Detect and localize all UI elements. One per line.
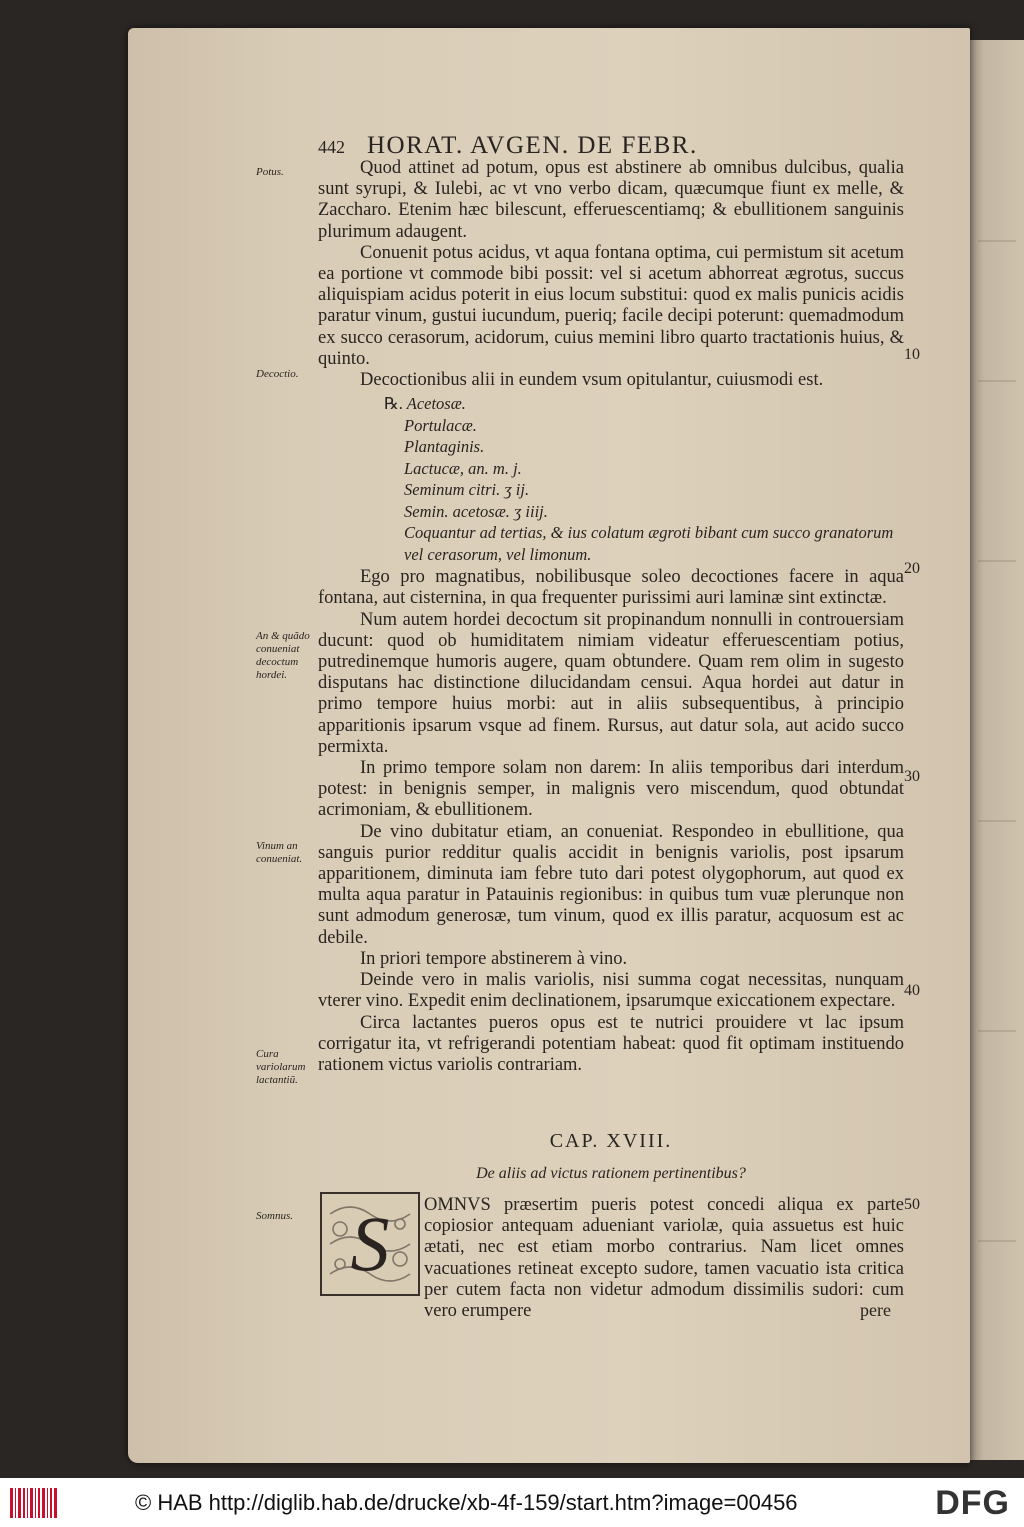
page-number: 442 xyxy=(318,137,345,157)
margin-note-vinum: Vinum an conueniat. xyxy=(256,840,303,865)
body-text xyxy=(318,158,904,1076)
chapter-text xyxy=(424,1195,904,1322)
recipe-line: Coquantur ad tertias, & ius colatum ægroti bibant cum succo granatorum vel cerasorum, vel limonum. xyxy=(404,523,894,564)
line-number-30: 30 xyxy=(904,768,920,785)
paragraph: Conuenit potus acidus, vt aqua fontana optima, cui permistum sit acetum ea portione vt commode bibi possit: vel si acetum abhorreat ægrotus, succus aliquispiam acidus poterit in eius locum substitui: quod ex malis punicis acidis paratur vinum, gustui iucundum, pueriq; facile decipi poterunt: quemadmodum ex succo cerasorum, acidorum, cuius memini libro quarto tractationis huius, & quinto. xyxy=(318,242,904,369)
recipe-symbol: ℞. xyxy=(384,394,403,414)
paragraph: Ego pro magnatibus, nobilibusque soleo decoctiones facere in aqua fontana, aut cisternina, in qua frequenter purissimi auri laminæ sint extinctæ. xyxy=(318,567,904,609)
chapter-subtitle: De aliis ad victus rationem pertinentibus? xyxy=(476,1165,746,1182)
paragraph: Circa lactantes pueros opus est te nutrici prouidere vt lac ipsum corrigatur ita, vt refrigerandi potentiam habeat: quod fit optimam instituendo rationem victus variolis contrariam. xyxy=(318,1012,904,1075)
line-number-20: 20 xyxy=(904,560,920,577)
paragraph: Num autem hordei decoctum sit propinandum nonnulli in controuersiam ducunt: quod ob humiditatem nimiam videatur efferuescentiam potius, putredinemque humoris augere, quam obtundere. Quam rem olim in sugesto disputans hac distinctione dilucidandam censui. Aqua hordei aut datur in primo tempore huius morbi: aut in aliis subsequentibus, à principio apparitionis ipsarum vsque ad finem. Rursus, aut datur sola, aut acido succo permixta. xyxy=(318,609,904,757)
paragraph: OMNVS præsertim pueris potest concedi aliqua ex parte copiosior antequam adueniant variolæ, quia assuetus est huic ætati, nec est etiam morbo contrarius. Nam licet omnes vacuationes retineat excepto sudore, tamen vacuatio ista critica per cutem facta non videtur admodum dissimilis sudori: cum vero erumpere xyxy=(424,1195,904,1322)
initial-letter: S xyxy=(350,1200,390,1287)
catchword: pere xyxy=(860,1300,891,1320)
paragraph: Quod attinet ad potum, opus est abstinere ab omnibus dulcibus, qualia sunt syrupi, & Iulebi, ac vt vno verbo dicam, quæcumque fiunt ex melle, & Zaccharo. Etenim hæc bilescunt, efferuescentiamq; & ebullitionem sanguinis plurimum adaugent. xyxy=(318,158,904,242)
paragraph: Decoctionibus alii in eundem vsum opitulantur, cuiusmodi est. xyxy=(360,370,824,391)
chapter-title: CAP. XVIII. xyxy=(549,1130,673,1152)
decorated-initial xyxy=(320,1192,420,1296)
running-header xyxy=(318,132,698,160)
dfg-logo: DFG xyxy=(935,1484,1010,1522)
source-credit[interactable]: © HAB http://diglib.hab.de/drucke/xb-4f-159/start.htm?image=00456 xyxy=(135,1489,798,1515)
paragraph: Deinde vero in malis variolis, nisi summa cogat necessitas, nunquam vterer vino. Expedit enim declinationem, ipsarumque exiccationem expectare. xyxy=(318,970,904,1012)
adjacent-leaf xyxy=(966,40,1024,1460)
line-number-40: 40 xyxy=(904,982,920,999)
paragraph: De vino dubitatur etiam, an conueniat. Respondeo in ebullitione, qua sanguis purior redditur qualis accidit in benignis variolis, post ipsarum apparitionem, diminuta iam febre tuto dari potest olygophorum, aut quod ex multa aqua paratur in Patauinis regionibus: in quibus tum vuæ plerunque non sunt admodum generosæ, tum vinum, quod ex illis paratur, acquosum est ac debile. xyxy=(318,821,904,948)
recipe-line: Lactucæ, an. m. j. xyxy=(404,458,522,478)
margin-note-hordei: An & quãdo conueniat decoctum hordei. xyxy=(256,630,310,681)
margin-note-cura: Cura variolarum lactantiũ. xyxy=(256,1048,306,1086)
line-number-50: 50 xyxy=(904,1196,920,1213)
margin-note-somnus: Somnus. xyxy=(256,1210,293,1222)
line-number-10: 10 xyxy=(904,346,920,363)
footer-bar xyxy=(0,1478,1024,1527)
paragraph: In priori tempore abstinerem à vino. xyxy=(360,948,628,969)
running-title: HORAT. AVGEN. DE FEBR. xyxy=(367,132,698,159)
recipe-line: Acetosæ. xyxy=(406,394,466,414)
recipe-line: Portulacæ. xyxy=(404,415,477,435)
recipe-line: Plantaginis. xyxy=(404,437,485,457)
recipe xyxy=(318,393,904,565)
margin-note-decoctio: Decoctio. xyxy=(256,368,299,380)
recipe-line: Seminum citri. ʒ ij. xyxy=(404,480,530,500)
barcode-logo-icon xyxy=(10,1488,57,1518)
recipe-line: Semin. acetosæ. ʒ iiij. xyxy=(404,501,548,521)
paragraph: In primo tempore solam non darem: In aliis temporibus dari interdum potest: in benignis semper, in malignis vero miscendum, quod obtundat acrimoniam, & ebullitionem. xyxy=(318,758,904,821)
margin-note-potus: Potus. xyxy=(256,166,284,178)
